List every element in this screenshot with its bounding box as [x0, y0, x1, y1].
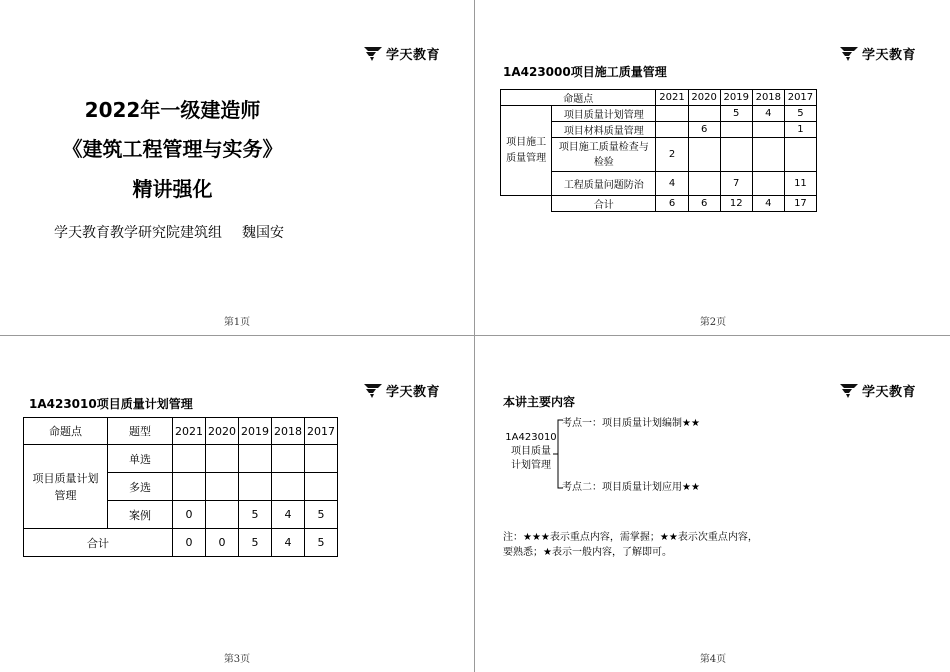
- total-value-cell: 5: [304, 529, 337, 557]
- row-label-cell: 工程质量问题防治: [552, 172, 656, 196]
- type-cell: 案例: [107, 501, 172, 529]
- value-cell: [752, 172, 784, 196]
- value-cell: [304, 445, 337, 473]
- value-cell: 11: [784, 172, 816, 196]
- value-cell: [271, 445, 304, 473]
- section-heading: 1A423010项目质量计划管理: [29, 397, 193, 411]
- value-cell: 4: [271, 501, 304, 529]
- row-label-cell: 项目施工质量检查与检验: [552, 138, 656, 172]
- slide-1: [0, 0, 474, 335]
- header-cell: 题型: [107, 418, 172, 445]
- value-cell: [656, 122, 688, 138]
- value-cell: 6: [688, 122, 720, 138]
- logo-text: 学天教育: [861, 48, 916, 63]
- header-cell: 命题点: [501, 90, 656, 106]
- value-cell: [238, 473, 271, 501]
- total-value-cell: 5: [238, 529, 271, 557]
- total-value-cell: 17: [784, 196, 816, 212]
- table-header-row: [24, 418, 338, 445]
- horizontal-divider: [0, 335, 950, 336]
- value-cell: [172, 473, 205, 501]
- topic-code-label: [505, 431, 557, 473]
- title-line-2: 《建筑工程管理与实务》: [62, 137, 283, 161]
- topic-name-line-1: 项目质量: [511, 446, 551, 457]
- header-cell: 2021: [172, 418, 205, 445]
- topic-code: 1A423010: [505, 432, 557, 443]
- value-cell: 5: [720, 106, 752, 122]
- logo: [840, 381, 916, 400]
- total-value-cell: 12: [720, 196, 752, 212]
- section-heading: 本讲主要内容: [503, 395, 576, 409]
- legend-note-line-1: 注：★★★表示重点内容，需掌握；★★表示次重点内容，: [503, 532, 758, 543]
- frequency-table: [23, 417, 338, 557]
- row-label-cell: 项目质量计划管理: [552, 106, 656, 122]
- frequency-table: [500, 89, 817, 212]
- slide-2: [476, 0, 950, 335]
- value-cell: 5: [784, 106, 816, 122]
- row-label-cell: 项目材料质量管理: [552, 122, 656, 138]
- logo-mark-icon: [364, 384, 382, 398]
- vertical-divider: [474, 0, 475, 672]
- type-cell: 单选: [107, 445, 172, 473]
- table-row: [501, 106, 817, 122]
- header-cell: 2018: [271, 418, 304, 445]
- header-cell: 命题点: [24, 418, 108, 445]
- value-cell: [752, 122, 784, 138]
- author-line: [54, 222, 284, 242]
- header-cell: 2018: [752, 90, 784, 106]
- header-cell: 2019: [238, 418, 271, 445]
- total-value-cell: 4: [271, 529, 304, 557]
- page-number: 第1页: [223, 317, 251, 328]
- value-cell: 5: [304, 501, 337, 529]
- value-cell: [720, 122, 752, 138]
- value-cell: 0: [172, 501, 205, 529]
- total-label-cell: 合计: [24, 529, 173, 557]
- page-number: 第2页: [699, 317, 727, 328]
- value-cell: [172, 445, 205, 473]
- table-row: [24, 445, 338, 473]
- total-label-cell: 合计: [552, 196, 656, 212]
- header-cell: 2020: [205, 418, 238, 445]
- total-value-cell: 6: [688, 196, 720, 212]
- key-point-2: 考点二：项目质量计划应用★★: [562, 482, 700, 493]
- value-cell: 2: [656, 138, 688, 172]
- logo: [840, 44, 916, 63]
- value-cell: [205, 473, 238, 501]
- value-cell: [752, 138, 784, 172]
- value-cell: [205, 445, 238, 473]
- logo-mark-icon: [840, 384, 858, 398]
- type-cell: 多选: [107, 473, 172, 501]
- value-cell: 5: [238, 501, 271, 529]
- teacher-name: 魏国安: [242, 225, 284, 241]
- value-cell: [205, 501, 238, 529]
- legend-note-line-2: 要熟悉；★表示一般内容，了解即可。: [503, 547, 672, 558]
- page-number: 第3页: [223, 654, 251, 665]
- title-line-3: 精讲强化: [132, 177, 213, 201]
- table-header-row: [501, 90, 817, 106]
- slide-3: [0, 337, 474, 672]
- value-cell: [271, 473, 304, 501]
- title-line-1: 2022年一级建造师: [84, 98, 261, 122]
- value-cell: [238, 445, 271, 473]
- header-cell: 2020: [688, 90, 720, 106]
- total-value-cell: 6: [656, 196, 688, 212]
- section-heading: 1A423000项目施工质量管理: [503, 65, 667, 79]
- total-value-cell: 0: [205, 529, 238, 557]
- page-number: 第4页: [699, 654, 727, 665]
- total-value-cell: 4: [752, 196, 784, 212]
- table-total-row: [501, 196, 817, 212]
- logo-text: 学天教育: [385, 48, 440, 63]
- header-cell: 2017: [304, 418, 337, 445]
- value-cell: [688, 138, 720, 172]
- logo: [364, 381, 440, 400]
- value-cell: 1: [784, 122, 816, 138]
- header-cell: 2021: [656, 90, 688, 106]
- logo-text: 学天教育: [861, 385, 916, 400]
- logo: [364, 44, 440, 63]
- value-cell: [720, 138, 752, 172]
- logo-mark-icon: [840, 47, 858, 61]
- group-label-cell: 项目施工质量管理: [501, 106, 552, 196]
- logo-text: 学天教育: [385, 385, 440, 400]
- value-cell: [688, 106, 720, 122]
- topic-name-line-2: 计划管理: [511, 460, 551, 471]
- slide-4: [476, 337, 950, 672]
- value-cell: 4: [656, 172, 688, 196]
- table-total-row: [24, 529, 338, 557]
- value-cell: [656, 106, 688, 122]
- logo-mark-icon: [364, 47, 382, 61]
- header-cell: 2017: [784, 90, 816, 106]
- author-org: 学天教育教学研究院建筑组: [54, 225, 222, 241]
- value-cell: [304, 473, 337, 501]
- group-label-cell: 项目质量计划管理: [24, 445, 108, 529]
- key-point-1: 考点一：项目质量计划编制★★: [562, 418, 700, 429]
- value-cell: 4: [752, 106, 784, 122]
- total-value-cell: 0: [172, 529, 205, 557]
- value-cell: 7: [720, 172, 752, 196]
- value-cell: [688, 172, 720, 196]
- header-cell: 2019: [720, 90, 752, 106]
- legend-note: [503, 530, 833, 560]
- value-cell: [784, 138, 816, 172]
